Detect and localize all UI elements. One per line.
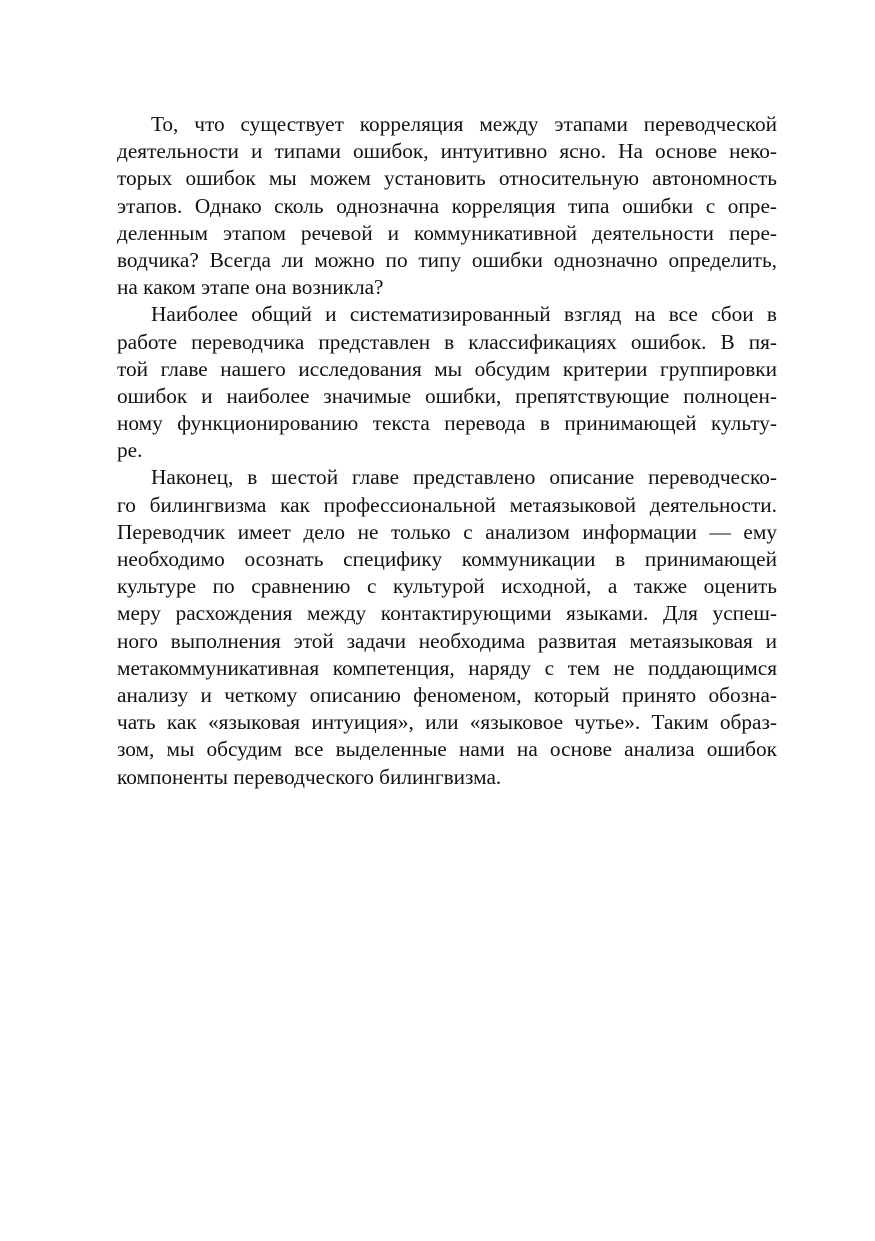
text-line: на каком этапе она возникла? (117, 275, 384, 300)
paragraph (117, 301, 777, 464)
text-line: деятельности и типами ошибок, интуитивно ясно. На основе неко- (117, 139, 777, 164)
text-line: компоненты переводческого билингвизма. (117, 764, 502, 789)
text-line: той главе нашего исследования мы обсудим критерии группировки (117, 356, 777, 381)
paragraph (117, 111, 777, 301)
text-line: Наиболее общий и систематизированный взгляд на все сбои в (151, 302, 777, 327)
text-line: го билингвизма как профессиональной метаязыковой деятельности. (117, 492, 777, 517)
text-line: ре. (117, 438, 143, 463)
text-line: необходимо осознать специфику коммуникации в принимающей (117, 547, 777, 571)
text-line: ошибок и наиболее значимые ошибки, препятствующие полноцен- (117, 383, 777, 408)
text-line: меру расхождения между контактирующими языками. Для успеш- (117, 601, 777, 626)
text-line: торых ошибок мы можем установить относительную автономность (117, 166, 777, 191)
text-line: Наконец, в шестой главе представлено описание переводческо- (151, 465, 777, 490)
text-line: анализу и четкому описанию феноменом, который принято обозна- (117, 682, 777, 707)
text-line: водчика? Всегда ли можно по типу ошибки однозначно определить, (117, 247, 777, 272)
paragraph (117, 464, 777, 790)
text-line: То, что существует корреляция между этапами переводческой (151, 112, 777, 136)
text-line: ного выполнения этой задачи необходима развитая метаязыковая и (117, 628, 777, 653)
text-line: культуре по сравнению с культурой исходной, а также оценить (117, 574, 777, 599)
text-line: Переводчик имеет дело не только с анализом информации — ему (117, 519, 777, 544)
text-line: этапов. Однако сколь однозначна корреляция типа ошибки с опре- (117, 193, 777, 218)
text-line: зом, мы обсудим все выделенные нами на основе анализа ошибок (117, 737, 777, 762)
body-text (117, 111, 777, 791)
text-line: работе переводчика представлен в классификациях ошибок. В пя- (117, 329, 777, 354)
text-line: метакоммуникативная компетенция, наряду с тем не поддающимся (117, 655, 777, 680)
text-line: чать как «языковая интуиция», или «языковое чутье». Таким образ- (117, 710, 777, 735)
text-line: деленным этапом речевой и коммуникативной деятельности пере- (117, 220, 777, 245)
text-line: ному функционированию текста перевода в принимающей культу- (117, 411, 777, 436)
